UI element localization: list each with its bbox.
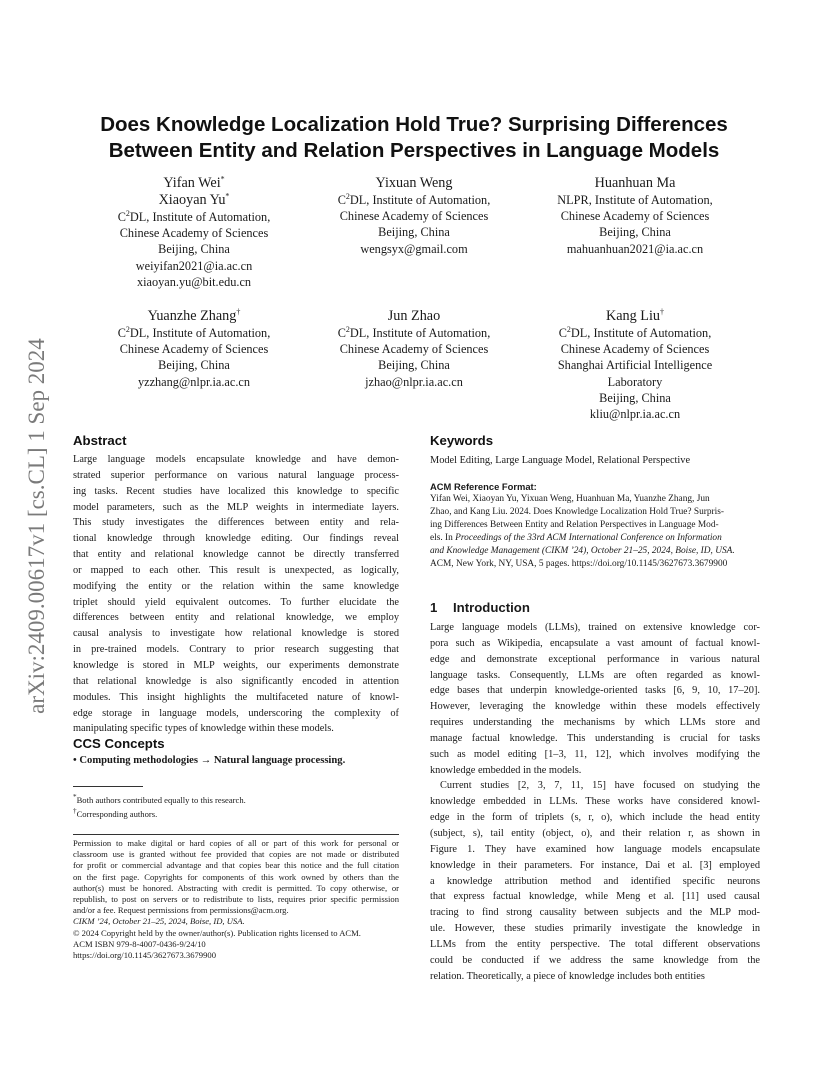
permission-line: and/or a fee. Request permissions from permissions@acm.org. <box>73 905 289 916</box>
title-line-1: Does Knowledge Localization Hold True? Surprising Differences <box>100 113 728 136</box>
abstract-line: tional knowledge through knowledge editing. Our findings reveal <box>73 533 399 545</box>
corresponding-mark: † <box>659 307 664 317</box>
intro-line: relation. Theoretically, a piece of knowledge includes both entities <box>430 970 705 982</box>
intro-line: edge in the form of triplets (s, r, o), which include the head entity <box>430 812 760 824</box>
intro-body <box>430 620 760 984</box>
author-affiliation: $C^2DL$, Institute of Automation, <box>117 324 271 340</box>
permission-isbn: ACM ISBN 979-8-4007-0436-9/24/10 <box>73 938 206 949</box>
bullet: • <box>73 755 77 766</box>
author-block-2 <box>304 175 524 257</box>
author-email[interactable]: xiaoyan.yu@bit.edu.cn <box>136 274 252 289</box>
permission-line: classroom use is granted without fee provided that copies are not made or distributed <box>73 849 399 860</box>
intro-line: language tasks. Consequently, LLMs are often regarded as knowl- <box>430 669 760 681</box>
intro-line: requires understanding the mechanisms by which LLMs store and <box>430 717 760 729</box>
permission-line: for profit or commercial advantage and that copies bear this notice and the full citation <box>73 860 399 871</box>
intro-line: Figure 1. They have examined how language models encapsulate <box>430 843 760 855</box>
permission-venue: CIKM ’24, October 21–25, 2024, Boise, ID, USA. <box>73 916 245 927</box>
author-block-1 <box>84 175 304 290</box>
abstract-line: in pre-trained models. Contrary to prior research suggesting that <box>73 644 399 656</box>
abstract-line: manipulating specific types of knowledge within these models. <box>73 723 334 735</box>
author-email[interactable]: wengsyx@gmail.com <box>360 241 468 256</box>
intro-line: knowledge embedded in the models. <box>430 764 582 776</box>
intro-line: Large language models (LLMs), trained on extensive knowledge cor- <box>430 622 760 633</box>
permission-line: author(s) must be honored. Abstracting with credit is permitted. To copy otherwise, or <box>73 882 399 893</box>
author-location: Beijing, China <box>599 225 671 240</box>
author-block-5 <box>304 308 524 390</box>
permission-line: republish, to post on servers or to redistribute to lists, requires prior specific permission <box>73 894 399 905</box>
abstract-line: modifying the entity or the relation within the same knowledge <box>73 580 399 592</box>
title-line-2: Between Entity and Relation Perspectives in Language Models <box>108 139 720 162</box>
abstract-line: differences between entity and relational knowledge, we employ <box>73 612 399 624</box>
section-title: Introduction <box>453 600 530 615</box>
permission-line: on the first page. Copyrights for components of this work owned by others than the <box>73 871 399 882</box>
author-affiliation: $C^2DL$, Institute of Automation, <box>558 324 712 340</box>
arxiv-stamp: arXiv:2409.00617v1 [cs.CL] 1 Sep 2024 <box>24 338 49 714</box>
equal-contrib-mark: * <box>220 174 225 184</box>
intro-heading <box>430 600 530 615</box>
section-number: 1 <box>430 600 438 615</box>
author-name: Yifan Wei <box>163 175 221 191</box>
abstract-line: that relational knowledge is also significantly encoded in attention <box>73 675 399 687</box>
abstract-line: modules. This insight highlights the multifaceted nature of knowl- <box>73 691 399 703</box>
author-location: Beijing, China <box>158 242 230 257</box>
intro-line: knowledge in their parameters. For instance, Dai et al. [3] employed <box>430 859 760 871</box>
intro-line: tracing to find strong causality between subjects and the MLP mod- <box>430 907 760 919</box>
permission-doi[interactable]: https://doi.org/10.1145/3627673.3679900 <box>73 950 216 961</box>
author-location: Beijing, China <box>599 390 671 405</box>
author-location: Beijing, China <box>378 358 450 373</box>
intro-line: pora such as Wikipedia, encapsulate a vast amount of factual knowl- <box>430 637 760 649</box>
intro-line: knowledge embedded in LLMs. These works have considered knowl- <box>430 796 760 808</box>
author-affiliation: NLPR, Institute of Automation, <box>557 193 713 207</box>
author-affiliation: $C^2DL$, Institute of Automation, <box>337 191 491 207</box>
author-name: Kang Liu <box>606 308 660 324</box>
equal-contrib-mark: * <box>225 191 230 201</box>
intro-line: could be conducted if we address the same knowledge from the <box>430 954 760 966</box>
intro-line: However, leveraging the knowledge within these models effectively <box>430 701 760 713</box>
abstract-line: triplet should yield equivalent outcomes. To further elucidate the <box>73 596 399 608</box>
author-name: Xiaoyan Yu <box>158 192 226 208</box>
permission-rule <box>73 834 399 835</box>
intro-line: a knowledge attribution method and identified specific neurons <box>430 875 760 887</box>
footnote-corresponding: †Corresponding authors. <box>73 807 158 819</box>
abstract-line: knowledge is stored in MLP weights, our experiments demonstrate <box>73 659 399 671</box>
intro-line: that express factual knowledge, while Meng et al. [11] used causal <box>430 891 760 903</box>
intro-line: edge and demonstrate exceptional performance in various natural <box>430 653 760 665</box>
abstract-line: Large language models encapsulate knowledge and have demon- <box>73 454 399 465</box>
keywords-heading: Keywords <box>430 433 494 448</box>
author-location: Beijing, China <box>158 358 230 373</box>
author-affiliation: Chinese Academy of Sciences <box>560 209 710 224</box>
corresponding-mark: † <box>236 307 241 317</box>
author-affiliation: $C^2DL$, Institute of Automation, <box>337 324 491 340</box>
author-email[interactable]: weiyifan2021@ia.ac.cn <box>135 258 253 273</box>
author-name: Jun Zhao <box>387 308 441 324</box>
abstract-line: that entity and relational knowledge cannot be directly transferred <box>73 549 399 561</box>
permission-block <box>73 838 399 961</box>
acm-reference-heading: ACM Reference Format: <box>430 481 537 492</box>
author-affiliation: Chinese Academy of Sciences <box>119 342 269 357</box>
abstract-line: ing tasks. Recent studies have localized this knowledge to specific <box>73 485 399 497</box>
author-affiliation: Chinese Academy of Sciences <box>560 342 710 357</box>
author-affiliation: Laboratory <box>607 374 663 389</box>
author-email[interactable]: kliu@nlpr.ia.ac.cn <box>589 407 681 422</box>
abstract-line: This study investigates the differences between entity and rela- <box>73 517 399 529</box>
author-name: Yuanzhe Zhang <box>147 308 237 324</box>
author-email[interactable]: yzzhang@nlpr.ia.ac.cn <box>137 374 251 389</box>
intro-line: edge bases that underpin knowledge-oriented tasks [6, 9, 10, 17–20]. <box>430 685 760 697</box>
abstract-line: causal analysis to investigate how relational knowledge is stored <box>73 628 399 640</box>
permission-line: Permission to make digital or hard copies of all or part of this work for personal or <box>73 838 399 848</box>
author-affiliation: Chinese Academy of Sciences <box>119 226 269 241</box>
abstract-line: or mapped to each other. This result is unexpected, as logically, <box>73 564 399 576</box>
author-block-4 <box>84 308 304 390</box>
permission-copyright: © 2024 Copyright held by the owner/author(s). Publication rights licensed to ACM. <box>73 927 361 938</box>
author-affiliation: Chinese Academy of Sciences <box>339 209 489 224</box>
ccs-concept <box>73 755 345 766</box>
intro-line: such as model editing [1–3, 11, 12], which involves modifying the <box>430 748 760 760</box>
paper-title <box>60 112 768 164</box>
abstract-line: model parameters, such as the MLP weights in intermediate layers. <box>73 501 399 513</box>
acm-reference: Yifan Wei, Xiaoyan Yu, Yixuan Weng, Huanhuan Ma, Yuanzhe Zhang, Jun Zhao, and Kang Liu. 2024. Does Knowledge Localization Hold True? Surpris- ing Differences Between Entity and Relation Perspectives in Language Mod- els. In Proceedings of the 33rd ACM International Conference on Information and Knowledge Management (CIKM ’24), October 21–25, 2024, Boise, ID, USA. ACM, New York, NY, USA, 5 pages. https://doi.org/10.1145/3627673.3679900 <box>430 494 735 569</box>
author-location: Beijing, China <box>378 225 450 240</box>
footnote-equal: *Both authors contributed equally to this research. <box>73 793 246 805</box>
ccs-heading: CCS Concepts <box>73 736 165 751</box>
abstract-line: strated superior performance on various natural language process- <box>73 469 399 481</box>
keywords-text: Model Editing, Large Language Model, Relational Perspective <box>430 455 691 466</box>
footnote-rule <box>73 786 143 787</box>
abstract-line: edge storage in language models, underscoring the complexity of <box>73 707 399 719</box>
author-block-3 <box>524 175 746 257</box>
author-email[interactable]: jzhao@nlpr.ia.ac.cn <box>365 374 463 389</box>
abstract-heading: Abstract <box>73 433 127 448</box>
intro-line: LLMs from the entity perspective. The total different observations <box>430 938 760 950</box>
intro-line: Current studies [2, 3, 7, 11, 15] have focused on studying the <box>440 780 760 792</box>
author-email[interactable]: mahuanhuan2021@ia.ac.cn <box>566 241 704 256</box>
author-affiliation: $C^2DL$, Institute of Automation, <box>117 208 271 224</box>
author-affiliation: Shanghai Artificial Intelligence <box>557 358 713 373</box>
intro-line: manage factual knowledge. This understanding is crucial for tasks <box>430 732 760 744</box>
author-block-6 <box>524 308 746 422</box>
intro-line: ule. However, these studies primarily investigate the knowledge in <box>430 923 760 935</box>
author-name: Huanhuan Ma <box>594 175 676 191</box>
intro-line: (subject, s), tail entity (object, o), and their relation r, as shown in <box>430 827 760 839</box>
abstract-body <box>73 452 399 737</box>
author-affiliation: Chinese Academy of Sciences <box>339 342 489 357</box>
author-name: Yixuan Weng <box>375 175 453 191</box>
footnotes <box>73 792 399 820</box>
ccs-concept-text: Computing methodologies → Natural language processing. <box>79 755 346 766</box>
